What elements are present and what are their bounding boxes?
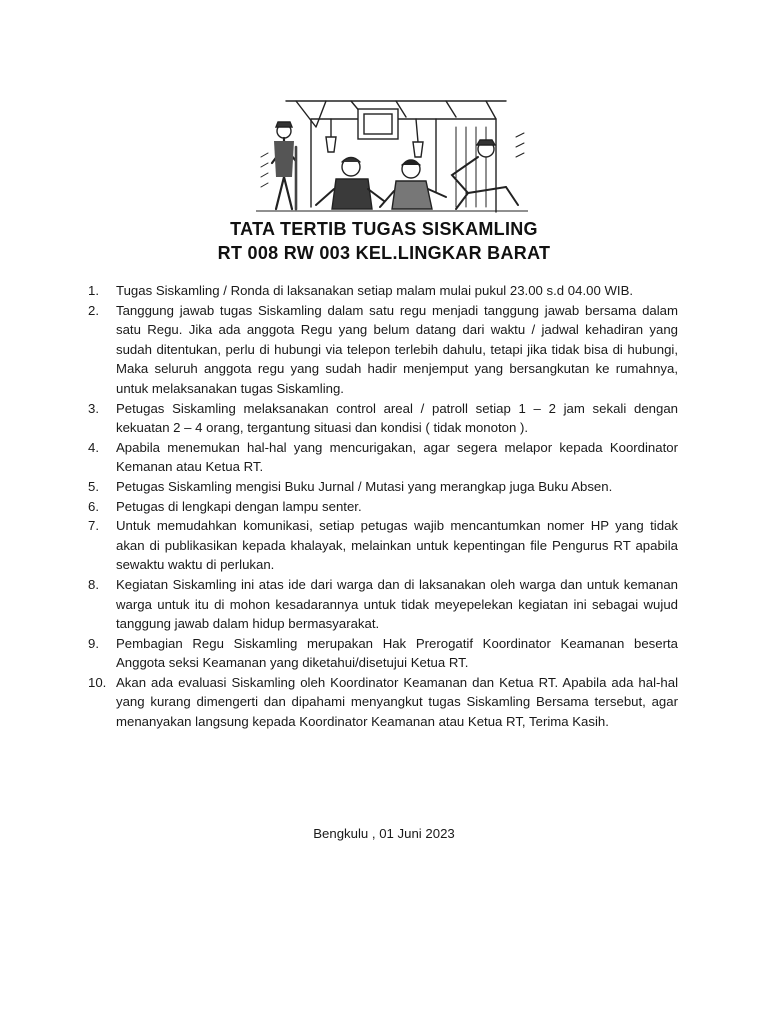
rule-item [88, 301, 678, 399]
rule-number: 4. [88, 439, 99, 455]
rule-number: 2. [88, 302, 99, 318]
rule-item [88, 281, 678, 301]
rule-number: 10. [88, 674, 107, 690]
rule-item [88, 516, 678, 575]
rules-list [88, 281, 678, 732]
rule-text: Untuk memudahkan komunikasi, setiap petugas wajib mencantumkan nomer HP yang tidak akan di publikasikan kepada khalayak, melainkan untuk kepentingan file Pengurus RT apabila sewaktu waktu di perlukan. [116, 518, 678, 573]
rule-number: 1. [88, 283, 99, 298]
rule-text: Petugas di lengkapi dengan lampu senter. [116, 498, 362, 514]
document-subtitle: RT 008 RW 003 KEL.LINGKAR BARAT [217, 243, 551, 263]
rule-item [88, 438, 678, 477]
document-title: TATA TERTIB TUGAS SISKAMLING [230, 219, 538, 239]
rule-number: 9. [88, 635, 99, 651]
rule-number: 7. [88, 518, 99, 534]
rule-item [88, 497, 678, 517]
place-and-date: Bengkulu , 01 Juni 2023 [313, 826, 455, 841]
rule-number: 3. [88, 400, 99, 416]
rule-item [88, 477, 678, 497]
rule-text: Petugas Siskamling melaksanakan control areal / patroll setiap 1 – 2 jam sekali dengan kekuatan 2 – 4 orang, tergantung situasi dan kondisi ( tidak monoton ). [116, 400, 678, 436]
rule-number: 5. [88, 478, 99, 494]
rule-text: Apabila menemukan hal-hal yang mencurigakan, agar segera melapor kepada Koordinator Kemanan atau Ketua RT. [116, 439, 678, 475]
siskamling-guard-post-illustration [256, 97, 528, 215]
rule-text: Tugas Siskamling / Ronda di laksanakan setiap malam mulai pukul 23.00 s.d 04.00 WIB. [116, 283, 634, 298]
rule-item [88, 673, 678, 732]
rule-text: Pembagian Regu Siskamling merupakan Hak Prerogatif Koordinator Keamanan beserta Anggota seksi Keamanan yang diketahui/disetujui Ketua RT. [116, 635, 678, 671]
rule-number: 8. [88, 576, 99, 592]
rule-text: Kegiatan Siskamling ini atas ide dari warga dan di laksanakan oleh warga dan untuk kemanan warga untuk itu di mohon kesadarannya untuk tidak meyepelekan kegiatan ini sebagai wujud tanggung jawab dalam hidup bermasyarakat. [116, 576, 678, 632]
rule-item [88, 634, 678, 673]
rule-text: Tanggung jawab tugas Siskamling dalam satu regu menjadi tanggung jawab bersama dalam satu Regu. Jika ada anggota Regu yang belum datang dari waktu / jadwal kehadiran yang sudah ditentukan, perlu di hubungi via telepon terlebih dahulu, tetapi jika tidak bisa di hubungi, Maka seluruh anggota regu yang sudah hadir menjemput yang bersangkutan ke rumahnya, untuk melaksanakan tugas Siskamling. [116, 302, 678, 396]
rule-text: Petugas Siskamling mengisi Buku Jurnal / Mutasi yang merangkap juga Buku Absen. [116, 478, 613, 494]
rule-item [88, 575, 678, 634]
rule-number: 6. [88, 498, 99, 514]
rule-text: Akan ada evaluasi Siskamling oleh Koordinator Keamanan dan Ketua RT. Apabila ada hal-hal yang kurang dimengerti dan dipahami menyangkut tugas Siskamling Bersama tersebut, agar menanyakan langsung kepada Koordinator Keamanan atau Ketua RT, Terima Kasih. [116, 674, 678, 730]
rule-item [88, 399, 678, 438]
